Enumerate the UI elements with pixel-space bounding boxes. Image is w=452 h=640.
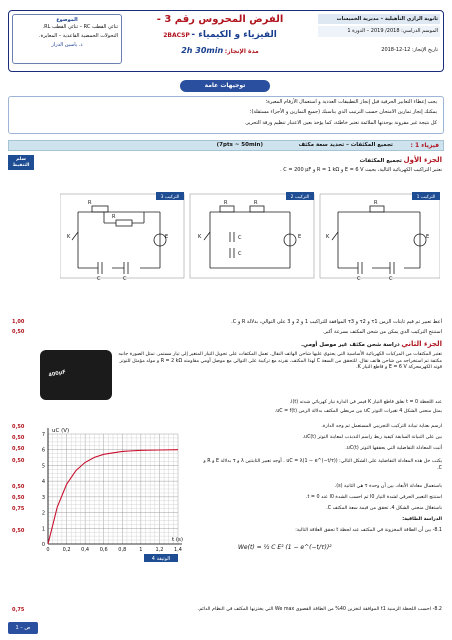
part1-questions (8, 318, 444, 338)
x-tick-label: 0,4 (81, 547, 90, 553)
svg-text:E: E (298, 234, 302, 240)
svg-text:C: C (389, 276, 393, 282)
svg-text:C: C (97, 276, 101, 282)
school-block (318, 14, 440, 55)
svg-text:C: C (238, 251, 242, 257)
part2-paragraph: تعتبر المكثفات من المركبات الكهربائية الأساسية التي يحتوي عليها شاحن الهاتف النقال. تعمل المكثفات على تحويل التيار المتغير إلى تيار مستمر. تمثل الصورة جانبه مكثفة تم استخراجه من شاحن هاتف نقال. للتحقق من السعة C لهذا المكثف، نقرنه مع تركيبة على التوالي مع موصل أومي مقاومته R = 2 kΩ و مولد مؤمثل للتوتر قوته الكهرمحركة E = 6 V و قاطع التيار K. (118, 352, 442, 371)
duration-line (130, 46, 310, 56)
x-tick-label: 0,2 (62, 547, 71, 553)
y-tick-label: 0 (41, 542, 45, 548)
part1-subtitle: تجميع المكثفات (359, 158, 402, 164)
y-tick-label: 4 (41, 479, 45, 486)
svg-text:K: K (67, 234, 71, 240)
duration-value: 2h 30min (181, 46, 224, 55)
svg-text:C: C (238, 235, 242, 241)
part2-q3: 0,50 أثبت المعادلة التفاضلية التي يحققها التوتر uC(t). (12, 446, 442, 452)
exam-date: تاريخ الإنجاز: 12-12-2018 (381, 46, 438, 53)
part2-q8: الدراسة الطاقية: (402, 517, 442, 522)
y-tick-label: 3 (41, 494, 45, 501)
svg-text:E: E (426, 234, 430, 240)
exam-title: الفرض المحروس رقم 3 - (156, 14, 284, 25)
chart-title: الوثيقة 4 (151, 556, 171, 562)
instruction-2: يمكنك إنجاز تمارين الامتحان حسب الترتيب الذي يناسبك (جميع التمارين و الأجزاء مستقلة)؛ (249, 109, 437, 116)
school-year: الموسم الدراسي: 2018/ 2019 – الدورة 1 (318, 26, 440, 36)
y-tick-label: 6 (41, 447, 45, 454)
instructions-box (8, 96, 444, 134)
y-axis-label: uC (V) (52, 428, 70, 434)
x-tick-label: 0,6 (99, 547, 108, 553)
part2-q2: 0,50 بين على التبيانة السابقة كيفية ربط راسم التذبذب لمعاينة التوتر uC(t). (12, 435, 442, 441)
duration-label: مدة الإنجاز: (224, 48, 259, 55)
physics1-points: (7pts ~ 50min) (216, 142, 263, 148)
part1-intro: نعتبر التراكيب الكهربائية التالية، بحيث E = 6 V و R = 1 kΩ و C = 200 μF . (280, 167, 442, 173)
instructions-title: توجيهات عامة (180, 80, 270, 92)
svg-text:R: R (374, 200, 378, 206)
circuit-3-r2 (116, 220, 132, 226)
part1-q1: 1,00 أعط تعبير ثم قيم ثابتات الزمن τ1 و τ2 و τ3 الموافقة للتراكيب 1 و 2 و 3 على التوالي، بدلالة R و C. (12, 319, 442, 325)
circuit-1-label: التركيب 1 (416, 195, 436, 200)
circuit-3-label: التركيب 3 (160, 195, 180, 200)
part1-header (40, 156, 442, 165)
svg-text:R: R (88, 200, 92, 206)
subject-line (130, 30, 310, 41)
teacher-name: ذ. ياسين الدراز (51, 41, 83, 48)
topic-1: ثنائي القطب RC – ثنائي القطب RL. (42, 24, 118, 31)
part2-q6: 0,50 استنتج التعبير الحرفي لشدة التيار I0 ثم احسب الشدة I0 عند t = 0. (12, 495, 442, 501)
physics1-title: تجميع المكثفات – تحديد سعة مكثف (298, 142, 393, 148)
part2-header (120, 340, 442, 349)
level: 2BACSP (163, 32, 190, 39)
svg-text:E: E (165, 234, 169, 240)
energy-formula: We(t) = ½ C E² (1 − e^(−t/τ))² (238, 544, 332, 551)
instruction-3: كل نتيجة غير مقرونة بوحدتها الملائمة تعتبر خاطئة، كما يؤخذ بعين الاعتبار تنظيم ورقة التحرير. (244, 119, 437, 126)
topics-heading: الموضوع (56, 17, 78, 23)
circuit-2-frame (190, 194, 314, 278)
svg-text:C: C (123, 276, 127, 282)
instruction-1: يجب إعطاء التعابير الحرفية قبل إنجاز التطبيقات العددية و استعمال الأرقام المعبرة؛ (265, 99, 437, 105)
y-tick-label: 5 (41, 463, 45, 470)
part2-subtitle: دراسة شحن مكثف غير موصل أومي. (300, 342, 400, 348)
capacitor-photo (40, 350, 112, 400)
svg-text:R: R (254, 200, 258, 206)
svg-text:R: R (224, 200, 228, 206)
part2-title: الجزء الثاني (401, 340, 442, 348)
x-tick-label: 1,4 (174, 547, 182, 553)
y-tick-label: 2 (41, 510, 45, 517)
school-name: ثانوية الرازي التأهيلية – مديرية الخميسات (318, 14, 440, 24)
part2-q7: 0,75 باستغلال منحنى الشكل 4، تحقق من قيمة سعة المكثف C. (12, 506, 442, 512)
page-number: ص – 1 (8, 622, 38, 634)
part2-q8-2: 0,75 8.2- احسب اللحظة الزمنية t1 الموافقة لتخزين 40% من الطاقة القصوى We max التي يختزنها المكثف في النظام الدائم. (12, 607, 442, 613)
topic-2: التحولات الحمضية القاعدية – المعايرة. (39, 32, 118, 39)
x-tick-label: 0,8 (118, 547, 127, 553)
subject: الفيزياء و الكيمياء - (191, 30, 277, 40)
grading-header: سلم التنقيط (8, 155, 34, 170)
x-axis-label: t (s) (172, 537, 184, 543)
capacitor-value: 400μF (48, 369, 67, 379)
svg-text:C: C (357, 276, 361, 282)
part1-title: الجزء الأول (403, 156, 442, 164)
y-tick-label: 1 (41, 526, 45, 533)
x-tick-label: 1,2 (155, 547, 164, 553)
physics1-label: فيزياء 1 : (410, 142, 439, 149)
part2-bullet-1: عند اللحظة t = 0 نغلق قاطع التيار K فيمر في الدارة تيار كهربائي شدته i(t). (289, 400, 442, 405)
part2-q1: 0,50 ارسم بعناية تبيانة التركيب التجريبي المستعمل ثم وجه الدارة. (12, 424, 442, 430)
x-tick-label: 1 (139, 547, 143, 553)
part2-bullet-2: يمثل منحنى الشكل 4 تغيرات التوتر uC بين مربطي المكثف بدلالة الزمن uC = f(t). (274, 409, 442, 414)
y-tick-label: 7 (41, 432, 45, 438)
svg-text:K: K (326, 234, 330, 240)
part2-q4: 0,50 يكتب حل هذه المعادلة التفاضلية على الشكل التالي: uC = λ(1 − e^(−t/τ)) . أوجد تعبير الثابتتين λ و τ بدلالة E و R و C. (12, 458, 442, 472)
part2-questions (8, 424, 444, 604)
svg-text:R: R (112, 214, 116, 220)
part2-q5: 0,50 باستعمال معادلة الأبعاد، بين أن وحدة τ هي الثانية (s). (12, 484, 442, 490)
svg-text:K: K (198, 234, 202, 240)
part1-q2: 0,50 استنتج التركيب الذي يمكن من شحن المكثف بسرعة أكبر. (12, 329, 442, 335)
physics1-bar (8, 140, 444, 151)
circuits-figure (60, 182, 440, 282)
part2-q8-1: 0,50 8.1- بين أن الطاقة المخزونة في المكثف عند لحظة t تحقق العلاقة التالية: (12, 528, 442, 534)
circuit-3-r1 (92, 206, 108, 212)
topics-box (12, 14, 122, 64)
circuit-2-label: التركيب 2 (290, 195, 310, 200)
x-tick-label: 0 (46, 547, 50, 553)
